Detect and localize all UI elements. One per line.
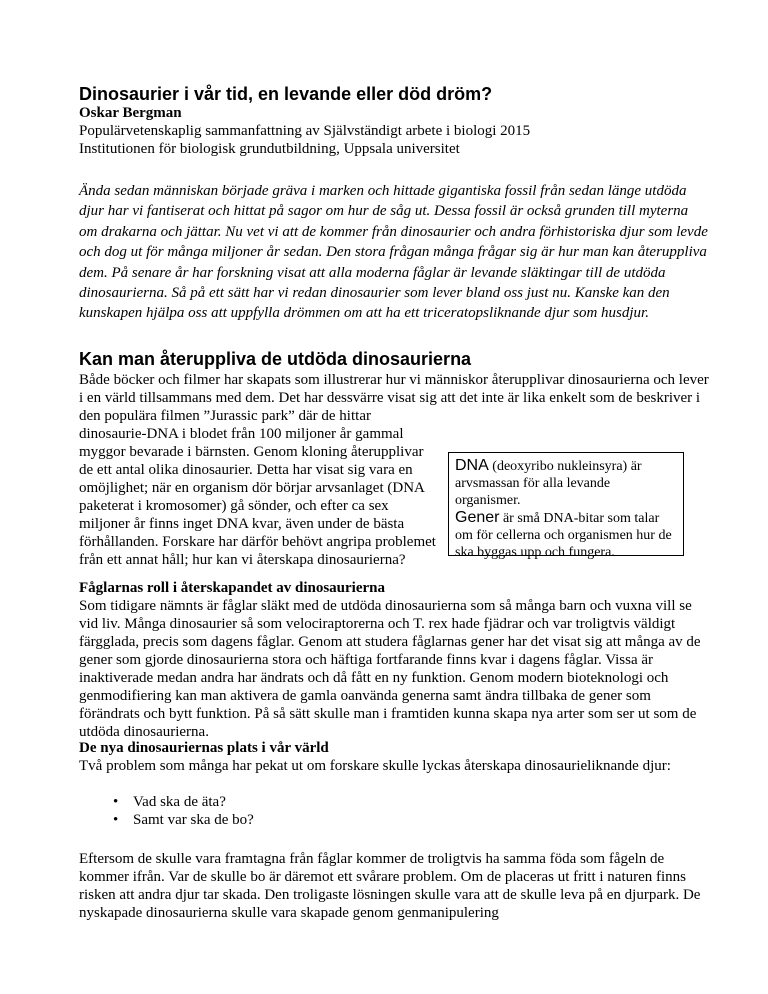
section-revive-paragraph-left-text: dinosaurie-DNA i blodet från 100 miljoner år gammal myggor bevarade i bärnsten. Genom kloning återupplivar de ett antal olika dinosaurier. Detta har visat sig vara en omöjlighet; när en organism dör börjar arvsanlaget (DNA paketerat i kromosomer) gå sönder, och efter ca sex miljoner år finns inget DNA kvar, även under de bästa förhållanden. Forskare har därför behövt angripa problemet från ett annat håll; hur kan vi återskapa dinosaurierna? — [79, 426, 436, 568]
section-heading-place: De nya dinosauriernas plats i vår värld — [79, 740, 329, 756]
bullet-glyph: • — [113, 812, 119, 828]
fact-box-gener — [455, 509, 677, 561]
abstract-paragraph: Ända sedan människan började gräva i marken och hittade gigantiska fossil från sedan länge utdöda djur har vi fantiserat och hittat på sagor om hur de såg ut. Dessa fossil är också grunden till myterna om drakarna och jättar. Nu vet vi att de kommer från dinosaurier och andra förhistoriska djur som levde och dog ut för många miljoner år sedan. Den stora frågan många frågar sig är hur man kan återuppliva dem. På senare år har forskning visat att alla moderna fåglar är levande släktingar till de utdöda dinosaurierna. Så på ett sätt har vi redan dinosaurier som lever bland oss just nu. Kanske kan den kunskapen hjälpa oss att uppfylla drömmen om att ha ett triceratopsliknande djur som husdjur. — [79, 183, 708, 322]
list-item-text: Vad ska de äta? — [133, 794, 226, 810]
list-item — [79, 811, 709, 829]
fact-term-gener: Gener — [455, 509, 500, 526]
list-item-text: Samt var ska de bo? — [133, 812, 254, 828]
fact-box-dna — [455, 457, 677, 509]
list-item — [79, 793, 709, 811]
section-revive-paragraph-left — [79, 425, 441, 569]
author-name: Oskar Bergman — [79, 105, 182, 121]
document-subtitle: Populärvetenskaplig sammanfattning av Självständigt arbete i biologi 2015 — [79, 123, 531, 139]
fact-term-dna: DNA — [455, 457, 489, 474]
institution-line: Institutionen för biologisk grundutbildning, Uppsala universitet — [79, 141, 460, 157]
section-heading-birds: Fåglarnas roll i återskapandet av dinosaurierna — [79, 580, 385, 596]
bullet-glyph: • — [113, 794, 119, 810]
fact-def-dna: (deoxyribo nukleinsyra) är arvsmassan för alla levande organismer. — [455, 459, 642, 508]
fact-box — [448, 452, 684, 560]
bullet-list — [79, 793, 709, 829]
section-revive-paragraph-top: Både böcker och filmer har skapats som illustrerar hur vi människor återupplivar dinosaurierna och lever i en värld tillsammans med dem. Det har dessvärre visat sig att det inte är lika enkelt som de beskriver i den populära filmen ”Jurassic park” där de hittar — [79, 372, 709, 424]
section-birds-paragraph: Som tidigare nämnts är fåglar släkt med de utdöda dinosaurierna som så många barn och vuxna vill se vid liv. Många dinosaurier så som velociraptorerna och T. rex hade fjädrar och var troligtvis väldigt färgglada, precis som dagens fåglar. Genom att studera fåglarnas gener har det visat sig att många av de gener som gjorde dinosaurierna stora och häftiga fortfarande finns kvar i dagens fåglar. Vissa är inaktiverade medan andra har ändrats och då fått en ny funktion. Genom modern bioteknologi och genmodifiering kan man aktivera de gamla oanvända generna samt ändra tillbaka de gener som förändrats och bytt funktion. På så sätt skulle man i framtiden kunna skapa nya arter som ser ut som de utdöda dinosaurierna. — [79, 598, 701, 740]
section-place-intro: Två problem som många har pekat ut om forskare skulle lyckas återskapa dinosaurieliknande djur: — [79, 758, 671, 774]
fact-def-gener: är små DNA-bitar som talar om för cellerna och organismen hur de ska byggas upp och fungera. — [455, 511, 672, 560]
section-heading-revive: Kan man återuppliva de utdöda dinosaurierna — [79, 349, 472, 369]
document-title: Dinosaurier i vår tid, en levande eller död dröm? — [79, 84, 493, 104]
section-place-paragraph: Eftersom de skulle vara framtagna från fåglar kommer de troligtvis ha samma föda som fågeln de kommer ifrån. Var de skulle bo är däremot ett svårare problem. Om de placeras ut fritt i naturen finns risken att andra djur tar skada. Den troligaste lösningen skulle vara att de skulle leva på en djurpark. De nyskapade dinosaurierna skulle vara skapade genom genmanipulering — [79, 851, 701, 921]
